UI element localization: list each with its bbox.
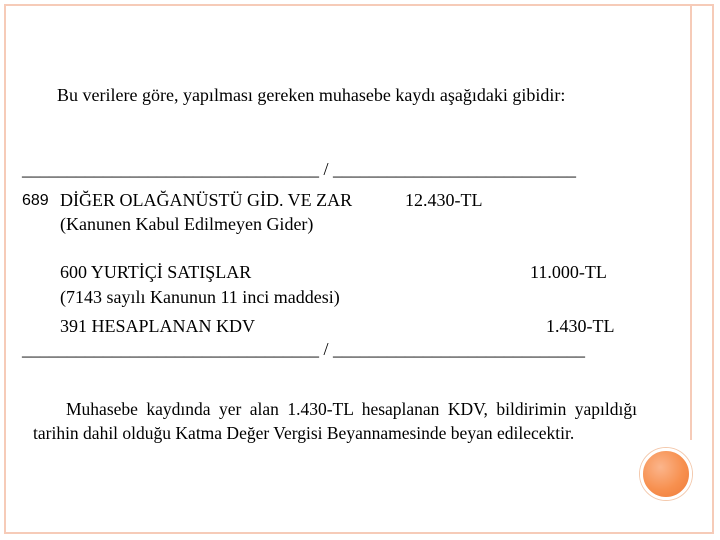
credit-line-1 — [60, 261, 251, 283]
entry-top-rule: _________________________________ / ___________________________ — [22, 159, 577, 179]
credit-1-amount: 11.000-TL — [530, 262, 607, 282]
debit-amount: 12.430-TL — [405, 190, 483, 210]
entry-bottom-rule: _________________________________ / ____________________________ — [22, 339, 586, 359]
debit-account-note: (Kanunen Kabul Edilmeyen Gider) — [60, 214, 314, 234]
credit-2-account: HESAPLANAN KDV — [91, 316, 256, 336]
debit-account-code: 689 — [22, 192, 49, 209]
explanation-paragraph — [33, 398, 637, 445]
debit-account-name: DİĞER OLAĞANÜSTÜ GİD. VE ZAR — [60, 190, 353, 210]
decorative-circle — [640, 448, 692, 500]
credit-2-code: 391 — [60, 316, 87, 336]
credit-1-account: YURTİÇİ SATIŞLAR — [90, 262, 252, 282]
credit-1-note: (7143 sayılı Kanunun 11 inci maddesi) — [60, 287, 340, 307]
intro-text: Bu verilere göre, yapılması gereken muhasebe kaydı aşağıdaki gibidir: — [57, 85, 566, 105]
slide-frame-accent-line — [690, 4, 692, 440]
credit-line-2 — [60, 315, 255, 337]
credit-2-amount: 1.430-TL — [546, 316, 615, 336]
credit-1-code: 600 — [60, 262, 87, 282]
explanation-text: Muhasebe kaydında yer alan 1.430-TL hesaplanan KDV, bildirimin yapıldığı tarihin dahil olduğu Katma Değer Vergisi Beyannamesinde beyan edilecektir. — [33, 399, 637, 443]
